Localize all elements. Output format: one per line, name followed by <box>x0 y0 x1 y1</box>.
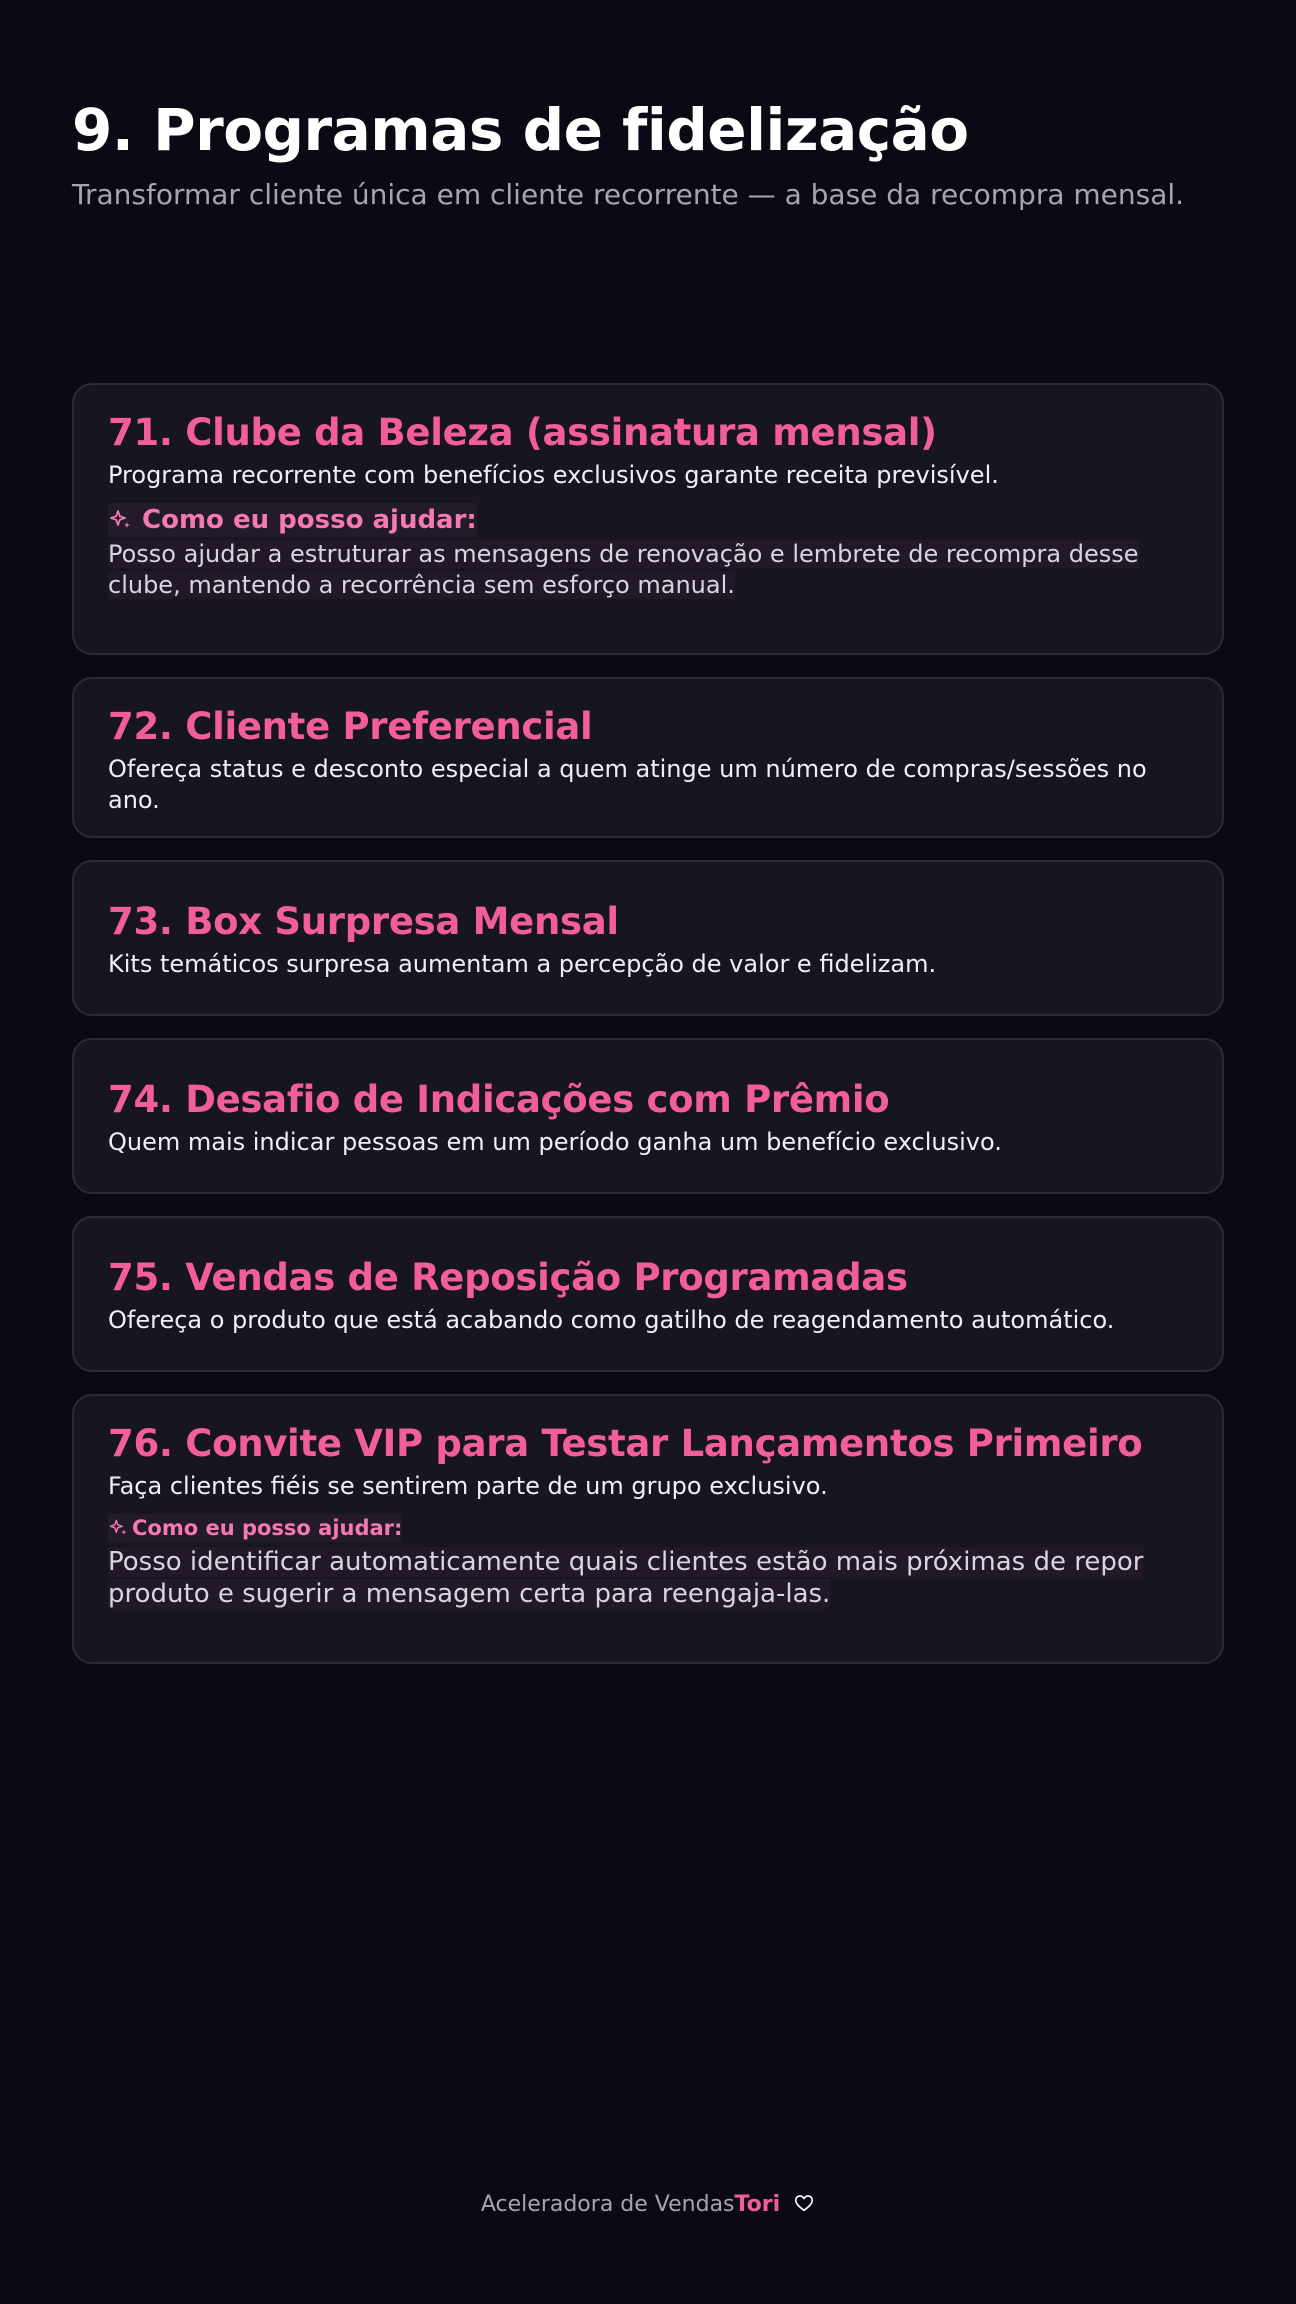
help-label <box>108 1514 402 1542</box>
page-subtitle: Transformar cliente única em cliente recorrente — a base da recompra mensal. <box>72 178 1185 211</box>
sparkle-icon <box>108 508 132 532</box>
sparkle-icon <box>108 1518 128 1538</box>
help-label <box>108 503 477 537</box>
heart-icon <box>793 2192 815 2214</box>
card-description: Kits temáticos surpresa aumentam a percepção de valor e fidelizam. <box>108 950 937 978</box>
program-card-74 <box>72 1038 1224 1194</box>
help-text <box>108 1546 1188 1610</box>
program-card-71 <box>72 383 1224 655</box>
footer-text: Aceleradora de Vendas <box>480 2192 735 2217</box>
help-label-text: Como eu posso ajudar: <box>132 1516 403 1540</box>
program-card-75 <box>72 1216 1224 1372</box>
card-title: 75. Vendas de Reposição Programadas <box>108 1256 908 1299</box>
help-label-text: Como eu posso ajudar: <box>142 505 477 535</box>
card-description: Programa recorrente com benefícios exclusivos garante receita previsível. <box>108 461 999 489</box>
page-title: 9. Programas de fidelização <box>72 96 969 164</box>
card-description: Quem mais indicar pessoas em um período ganha um benefício exclusivo. <box>108 1128 1002 1156</box>
card-title: 72. Cliente Preferencial <box>108 705 593 748</box>
help-text-content: Posso ajudar a estruturar as mensagens de renovação e lembrete de recompra desse clube, mantendo a recorrência sem esforço manual. <box>108 540 1139 599</box>
help-text <box>108 539 1188 601</box>
help-text-content: Posso identificar automaticamente quais clientes estão mais próximas de repor produto e sugerir a mensagem certa para reengaja-las. <box>108 1547 1144 1609</box>
card-title: 76. Convite VIP para Testar Lançamentos Primeiro <box>108 1422 1143 1465</box>
footer-brand: Tori <box>734 2192 781 2217</box>
program-card-76 <box>72 1394 1224 1664</box>
page-header <box>72 92 1222 214</box>
card-title: 74. Desafio de Indicações com Prêmio <box>108 1078 890 1121</box>
card-description: Faça clientes fiéis se sentirem parte de um grupo exclusivo. <box>108 1472 828 1500</box>
footer <box>0 2190 1296 2220</box>
card-description: Ofereça status e desconto especial a quem atinge um número de compras/sessões no ano. <box>108 755 1147 814</box>
program-card-73 <box>72 860 1224 1016</box>
card-title: 73. Box Surpresa Mensal <box>108 900 619 943</box>
card-title: 71. Clube da Beleza (assinatura mensal) <box>108 411 937 454</box>
program-card-72 <box>72 677 1224 838</box>
programs-list <box>72 383 1224 1686</box>
card-description: Ofereça o produto que está acabando como gatilho de reagendamento automático. <box>108 1306 1115 1334</box>
